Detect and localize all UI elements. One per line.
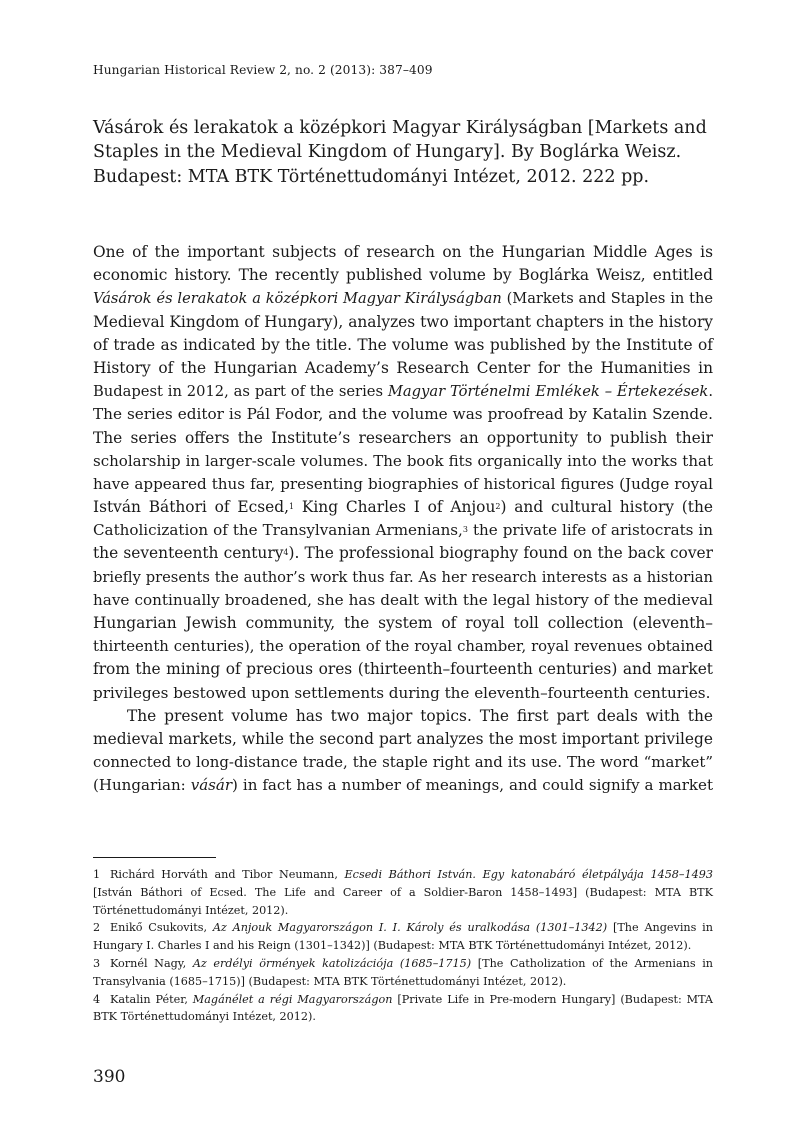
- text-line: privileges bestowed upon settlements during the eleventh–fourteenth centuries.: [93, 683, 711, 702]
- text-line: The series offers the Institute’s researchers an opportunity to publish their: [93, 428, 713, 447]
- text-line: The present volume has two major topics. The first part deals with the: [127, 706, 713, 725]
- cited-title-italic: Magánélet a régi Magyarországon: [192, 992, 393, 1006]
- text-segment: Kornél Nagy,: [110, 956, 193, 970]
- cited-title-italic: Az erdélyi örmények katolizációja (1685–1715): [192, 956, 472, 970]
- footnote-ref-4[interactable]: 4: [283, 548, 289, 558]
- footnote-line: Transylvania (1685–1715)] (Budapest: MTA BTK Történettudományi Intézet, 2012).: [93, 974, 567, 988]
- footnote-3: [93, 955, 713, 991]
- paragraph-2: [93, 705, 713, 798]
- text-line: have continually broadened, she has dealt with the legal history of the medieval: [93, 590, 713, 609]
- footnote-number: 3: [93, 956, 101, 970]
- text-line: briefly presents the author’s work thus far. As her research interests as a historian: [93, 568, 713, 586]
- text-line: medieval markets, while the second part analyzes the most important privilege: [93, 729, 713, 748]
- text-segment: the private life of aristocrats in: [467, 521, 713, 540]
- text-line: have appeared thus far, presenting biographies of historical figures (Judge royal: [93, 474, 713, 493]
- text-segment: Enikő Csukovits,: [110, 921, 213, 935]
- text-segment: Budapest in 2012, as part of the series: [93, 383, 388, 401]
- page-number: 390: [93, 1067, 126, 1087]
- term-italic: vásár: [190, 776, 233, 795]
- footnote-line: [93, 991, 713, 1009]
- footnote-line: [93, 866, 713, 884]
- text-line: One of the important subjects of research on the Hungarian Middle Ages is: [93, 243, 713, 261]
- text-segment: (Hungarian:: [93, 776, 191, 795]
- text-segment: ) and cultural history (the: [500, 498, 713, 517]
- footnote-line: [93, 955, 713, 973]
- text-segment: King Charles I of Anjou: [294, 498, 496, 517]
- footnote-1: [93, 866, 713, 919]
- text-segment: [The Catholization of the Armenians in: [471, 956, 713, 970]
- text-line: History of the Hungarian Academy’s Research Center for the Humanities in: [93, 358, 713, 377]
- text-segment: Richárd Horváth and Tibor Neumann,: [110, 868, 345, 881]
- footnote-number: 2: [93, 921, 101, 935]
- paragraph-1: [93, 241, 713, 705]
- text-segment: [Private Life in Pre-modern Hungary] (Budapest: MTA: [392, 992, 714, 1006]
- review-title-line: Vásárok és lerakatok a középkori Magyar Királyságban [Markets and: [93, 118, 707, 138]
- text-line: economic history. The recently published volume by Boglárka Weisz, entitled: [93, 266, 713, 285]
- cited-title-italic: Az Anjouk Magyarországon I. I. Károly és uralkodása (1301–1342): [212, 921, 608, 935]
- text-line: [93, 519, 713, 542]
- footnote-line: [93, 919, 713, 937]
- review-body: [93, 241, 713, 798]
- review-title-line: Budapest: MTA BTK Történettudományi Intézet, 2012. 222 pp.: [93, 166, 650, 187]
- text-segment: István Báthori of Ecsed,: [93, 498, 289, 517]
- footnote-line: Történettudományi Intézet, 2012).: [93, 903, 289, 917]
- text-line: of trade as indicated by the title. The volume was published by the Institute of: [93, 335, 713, 354]
- review-title: [93, 116, 713, 189]
- footnote-ref-3[interactable]: 3: [462, 525, 468, 535]
- text-segment: .: [708, 383, 713, 401]
- footnote-line: [István Báthori of Ecsed. The Life and Career of a Soldier-Baron 1458–1493] (Budapest: MTA BTK: [93, 885, 713, 899]
- text-segment: [The Angevins in: [607, 921, 713, 935]
- text-segment: Katalin Péter,: [110, 992, 193, 1006]
- text-line: [93, 774, 713, 797]
- footnote-number: 1: [93, 868, 101, 881]
- series-title-italic: Magyar Történelmi Emlékek – Értekezések: [387, 383, 709, 401]
- text-line: scholarship in larger-scale volumes. The book fits organically into the works that: [93, 451, 713, 470]
- footnote-4: [93, 991, 713, 1027]
- text-line: Hungarian Jewish community, the system of royal toll collection (eleventh–: [93, 614, 713, 632]
- text-line: thirteenth centuries), the operation of the royal chamber, royal revenues obtained: [93, 638, 713, 656]
- footnote-number: 4: [93, 992, 101, 1006]
- text-segment: (Markets and Staples in the: [501, 290, 713, 308]
- book-title-italic: Vásárok és lerakatok a középkori Magyar Királyságban: [93, 290, 502, 308]
- footnotes: [93, 866, 713, 1026]
- footnote-2: [93, 919, 713, 955]
- text-line: The series editor is Pál Fodor, and the volume was proofread by Katalin Szende.: [93, 405, 713, 424]
- text-line: [93, 542, 713, 565]
- footnote-divider: [93, 857, 216, 858]
- text-line: [93, 287, 713, 310]
- text-line: [93, 496, 713, 519]
- footnote-line: Hungary I. Charles I and his Reign (1301–1342)] (Budapest: MTA BTK Történettudományi Intézet, 2012).: [93, 939, 692, 953]
- text-segment: ) in fact has a number of meanings, and could signify a market: [232, 776, 713, 795]
- text-line: from the mining of precious ores (thirteenth–fourteenth centuries) and market: [93, 660, 713, 679]
- text-line: Medieval Kingdom of Hungary), analyzes two important chapters in the history: [93, 312, 713, 331]
- text-segment: the seventeenth century: [93, 544, 284, 563]
- cited-title-italic: Ecsedi Báthori István. Egy katonabáró életpályája 1458–1493: [344, 868, 713, 881]
- text-segment: ). The professional biography found on the back cover: [288, 544, 713, 563]
- footnote-ref-2[interactable]: 2: [495, 502, 501, 512]
- footnote-ref-1[interactable]: 1: [289, 502, 295, 512]
- text-line: connected to long-distance trade, the staple right and its use. The word “market”: [93, 753, 713, 772]
- review-title-line: Staples in the Medieval Kingdom of Hungary]. By Boglárka Weisz.: [93, 142, 682, 163]
- text-segment: Catholicization of the Transylvanian Armenians,: [93, 521, 463, 540]
- footnote-line: BTK Történettudományi Intézet, 2012).: [93, 1010, 316, 1024]
- running-header: Hungarian Historical Review 2, no. 2 (2013): 387–409: [93, 63, 433, 77]
- text-line: [93, 380, 713, 403]
